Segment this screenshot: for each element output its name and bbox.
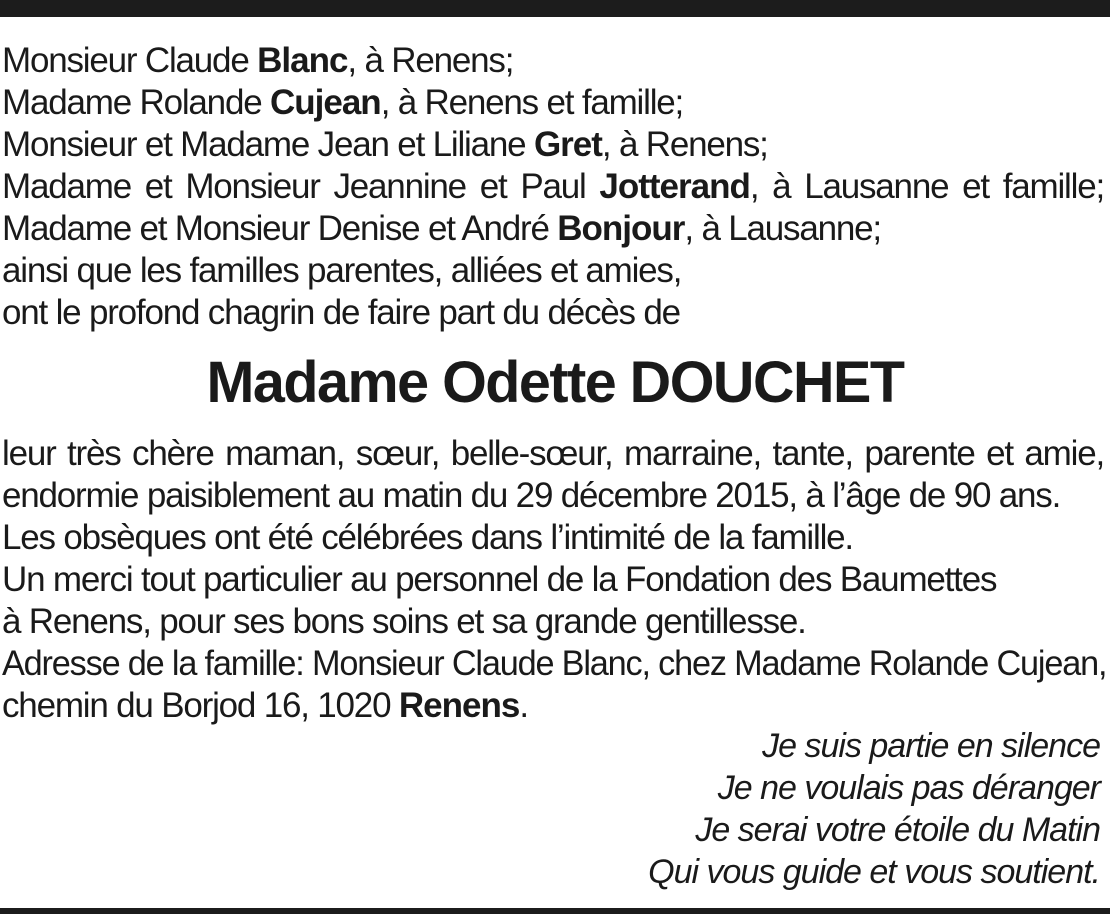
body-line-3: Les obsèques ont été célébrées dans l’intimité de la famille.	[2, 518, 853, 557]
relatives-line: ainsi que les familles parentes, alliées et amies,	[2, 251, 682, 290]
poem-line-1: Je suis partie en silence	[762, 727, 1100, 765]
family-line-4: Madame et Monsieur Jeannine et Paul Jotterand, à Lausanne et famille;	[2, 167, 1104, 206]
family-line-2: Madame Rolande Cujean, à Renens et famille;	[2, 83, 684, 122]
body-line-5: à Renens, pour ses bons soins et sa grande gentillesse.	[2, 602, 806, 641]
body-line-4: Un merci tout particulier au personnel de la Fondation des Baumettes	[2, 560, 997, 599]
announce-line: ont le profond chagrin de faire part du décès de	[2, 293, 680, 332]
body-line-1: leur très chère maman, sœur, belle-sœur, marraine, tante, parente et amie,	[2, 434, 1104, 473]
poem-line-2: Je ne voulais pas déranger	[717, 769, 1100, 807]
address-line-2: chemin du Borjod 16, 1020 Renens.	[2, 686, 528, 725]
family-line-3: Monsieur et Madame Jean et Liliane Gret, à Renens;	[2, 125, 768, 164]
family-line-5: Madame et Monsieur Denise et André Bonjour, à Lausanne;	[2, 209, 881, 248]
poem-line-3: Je serai votre étoile du Matin	[695, 811, 1100, 849]
deceased-name: Madame Odette DOUCHET	[206, 350, 904, 415]
top-rule	[0, 0, 1110, 17]
family-line-1: Monsieur Claude Blanc, à Renens;	[2, 41, 514, 80]
address-line-1: Adresse de la famille: Monsieur Claude Blanc, chez Madame Rolande Cujean,	[2, 644, 1107, 683]
bottom-rule	[0, 908, 1110, 914]
body-line-2: endormie paisiblement au matin du 29 décembre 2015, à l’âge de 90 ans.	[2, 476, 1061, 515]
poem-line-4: Qui vous guide et vous soutient.	[648, 853, 1100, 891]
